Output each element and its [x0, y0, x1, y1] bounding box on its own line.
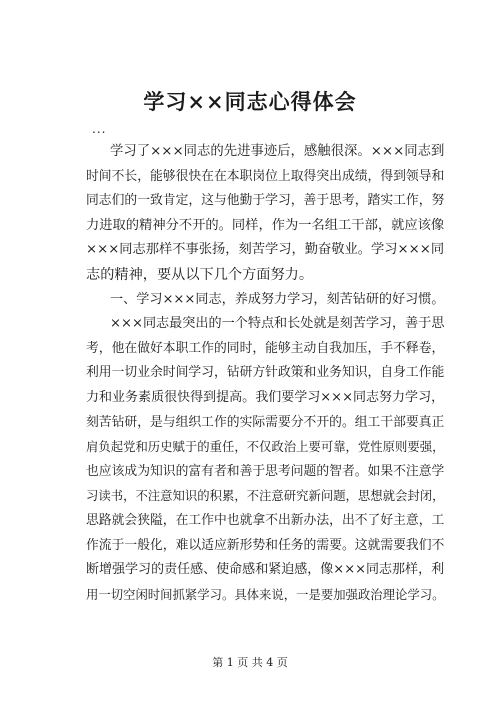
body-line: 时间不长，能够很快在在本职岗位上取得突出成绩，得到领导和	[86, 168, 445, 184]
body-line: 志的精神，要从以下几个方面努力。	[86, 266, 314, 283]
body-line: ×××同志最突出的一个特点和长处就是刻苦学习，善于思	[110, 316, 445, 332]
body-line: ×××同志那样不事张扬，刻苦学习，勤奋敬业。学习×××同	[86, 242, 445, 258]
page-number-footer: 第 1 页 共 4 页	[212, 656, 288, 669]
body-line: 用一切空闲时间抓紧学习。具体来说，一是要加强政治理论学习。	[86, 587, 445, 602]
body-line: 力和业务素质很快得到提高。我们要学习×××同志努力学习，	[86, 389, 445, 405]
body-line: 考，他在做好本职工作的同时，能够主动自我加压，手不释卷，	[86, 340, 445, 356]
body-line: 思路就会狭隘，在工作中也就拿不出新办法，出不了好主意，工	[86, 512, 445, 528]
document-body	[86, 140, 446, 607]
body-line: 也应该成为知识的富有者和善于思考问题的智者。如果不注意学	[86, 463, 445, 479]
body-line: 断增强学习的责任感、使命感和紧迫感，像×××同志那样，利	[86, 562, 445, 578]
body-line: 同志们的一致肯定，这与他勤于学习，善于思考，踏实工作，努	[86, 193, 445, 209]
body-line: 刻苦钻研，是与组织工作的实际需要分不开的。组工干部要真正	[86, 414, 445, 430]
section-heading: 一、学习×××同志，养成努力学习，刻苦钻研的好习惯。	[110, 291, 445, 307]
body-line: 学习了×××同志的先进事迹后，感触很深。×××同志到	[110, 144, 445, 159]
body-line: 力进取的精神分不开的。同样，作为一名组工干部，就应该像	[86, 217, 445, 233]
ellipsis-marker: ...	[92, 122, 107, 136]
body-line: 利用一切业余时间学习，钻研方针政策和业务知识，自身工作能	[86, 365, 445, 381]
body-line: 作流于一般化，难以适应新形势和任务的需要。这就需要我们不	[86, 537, 445, 553]
body-line: 习读书，不注意知识的积累，不注意研究新问题，思想就会封闭，	[86, 489, 445, 504]
document-title: 学习××同志心得体会	[143, 89, 357, 114]
body-line: 肩负起党和历史赋于的重任，不仅政治上要可靠，党性原则要强，	[86, 440, 445, 455]
